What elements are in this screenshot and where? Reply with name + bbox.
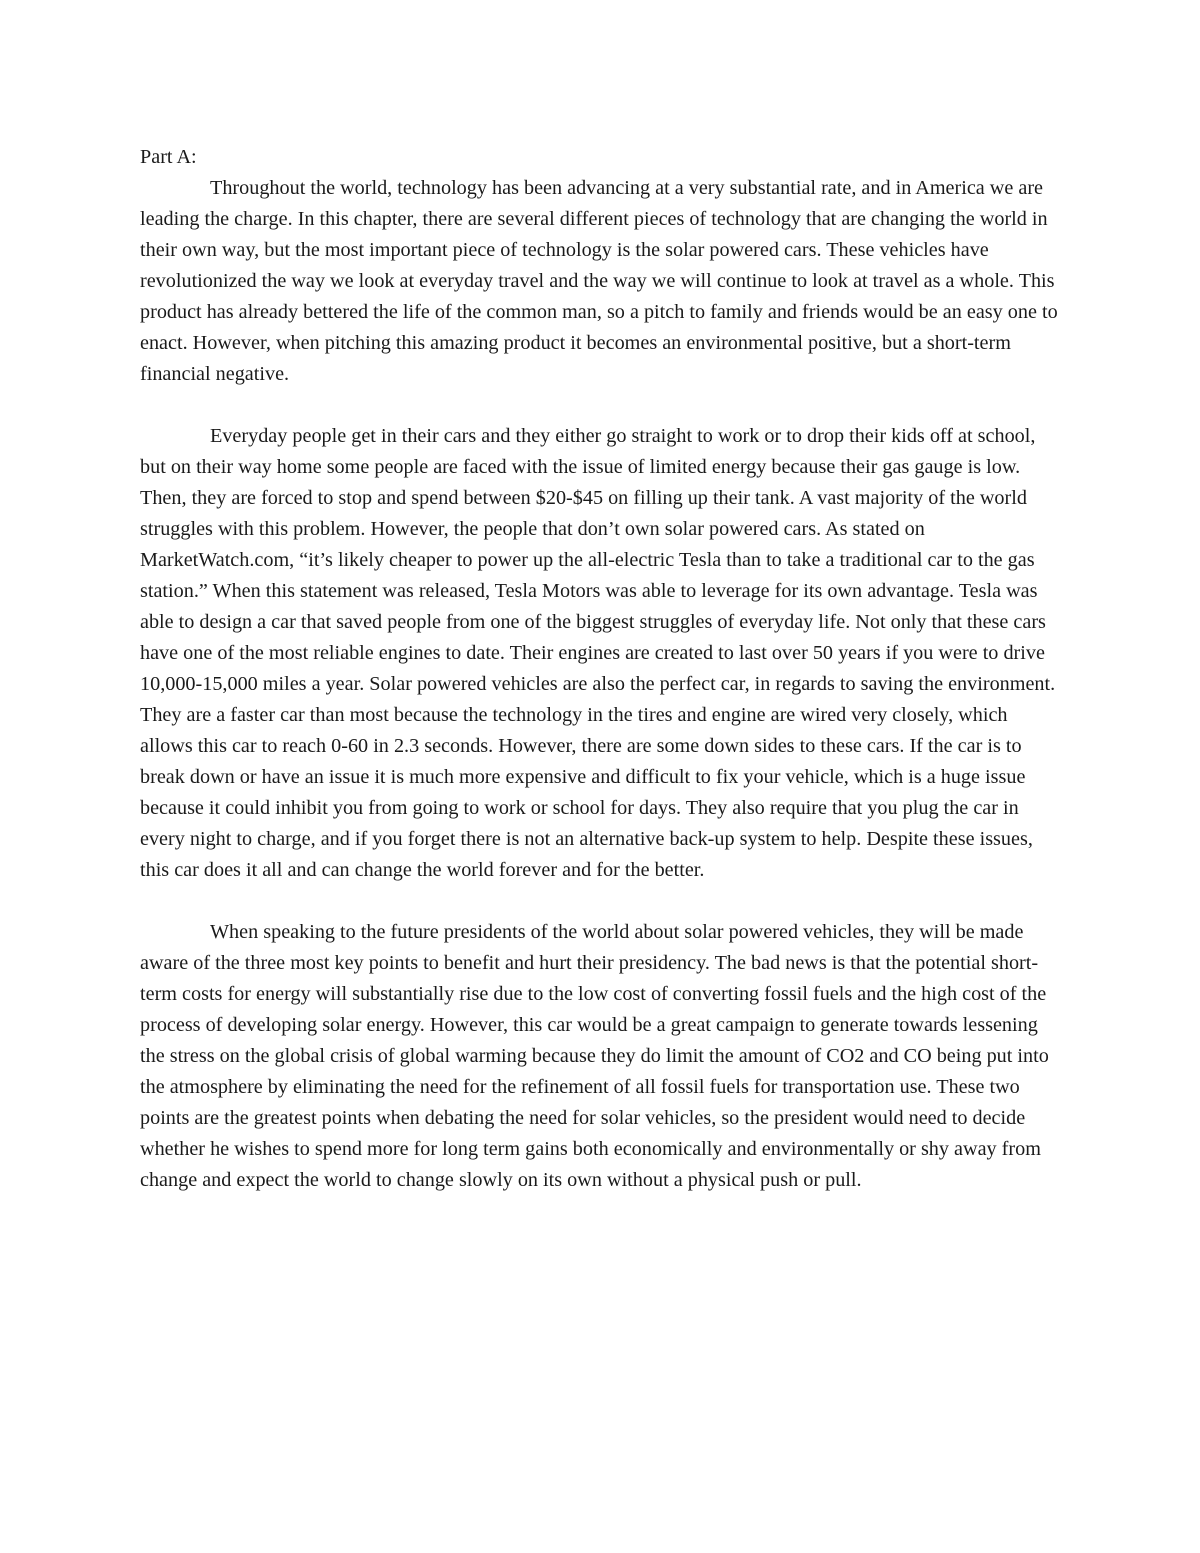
paragraph-presidents: When speaking to the future presidents of the world about solar powered vehicles, they will be made aware of the three most key points to benefit and hurt their presidency. The bad news is that the potential short-term costs for energy will substantially rise due to the low cost of converting fossil fuels and the high cost of the process of developing solar energy. However, this car would be a great campaign to generate towards lessening the stress on the global crisis of global warming because they do limit the amount of CO2 and CO being put into the atmosphere by eliminating the need for the refinement of all fossil fuels for transportation use. These two points are the greatest points when debating the need for solar vehicles, so the president would need to decide whether he wishes to spend more for long term gains both economically and environmentally or shy away from change and expect the world to change slowly on its own without a physical push or pull. [140, 921, 1049, 1191]
paragraph-everyday-use: Everyday people get in their cars and they either go straight to work or to drop their kids off at school, but on their way home some people are faced with the issue of limited energy because their gas gauge is low. Then, they are forced to stop and spend between $20-$45 on filling up their tank. A vast majority of the world struggles with this problem. However, the people that don’t own solar powered cars. As stated on MarketWatch.com, “it’s likely cheaper to power up the all-electric Tesla than to take a traditional car to the gas station.” When this statement was released, Tesla Motors was able to leverage for its own advantage. Tesla was able to design a car that saved people from one of the biggest struggles of everyday life. Not only that these cars have one of the most reliable engines to date. Their engines are created to last over 50 years if you were to drive 10,000-15,000 miles a year. Solar powered vehicles are also the perfect car, in regards to saving the environment. They are a faster car than most because the technology in the tires and engine are wired very closely, which allows this car to reach 0-60 in 2.3 seconds. However, there are some down sides to these cars. If the car is to break down or have an issue it is much more expensive and difficult to fix your vehicle, which is a huge issue because it could inhibit you from going to work or school for days. They also require that you plug the car in every night to charge, and if you forget there is not an alternative back-up system to help. Despite these issues, this car does it all and can change the world forever and for the better. [140, 425, 1056, 881]
document-body [140, 142, 1060, 1196]
paragraph-intro: Throughout the world, technology has been advancing at a very substantial rate, and in America we are leading the charge. In this chapter, there are several different pieces of technology that are changing the world in their own way, but the most important piece of technology is the solar powered cars. These vehicles have revolutionized the way we look at everyday travel and the way we will continue to look at travel as a whole. This product has already bettered the life of the common man, so a pitch to family and friends would be an easy one to enact. However, when pitching this amazing product it becomes an environmental positive, but a short-term financial negative. [140, 177, 1058, 385]
section-heading: Part A: [140, 146, 197, 168]
